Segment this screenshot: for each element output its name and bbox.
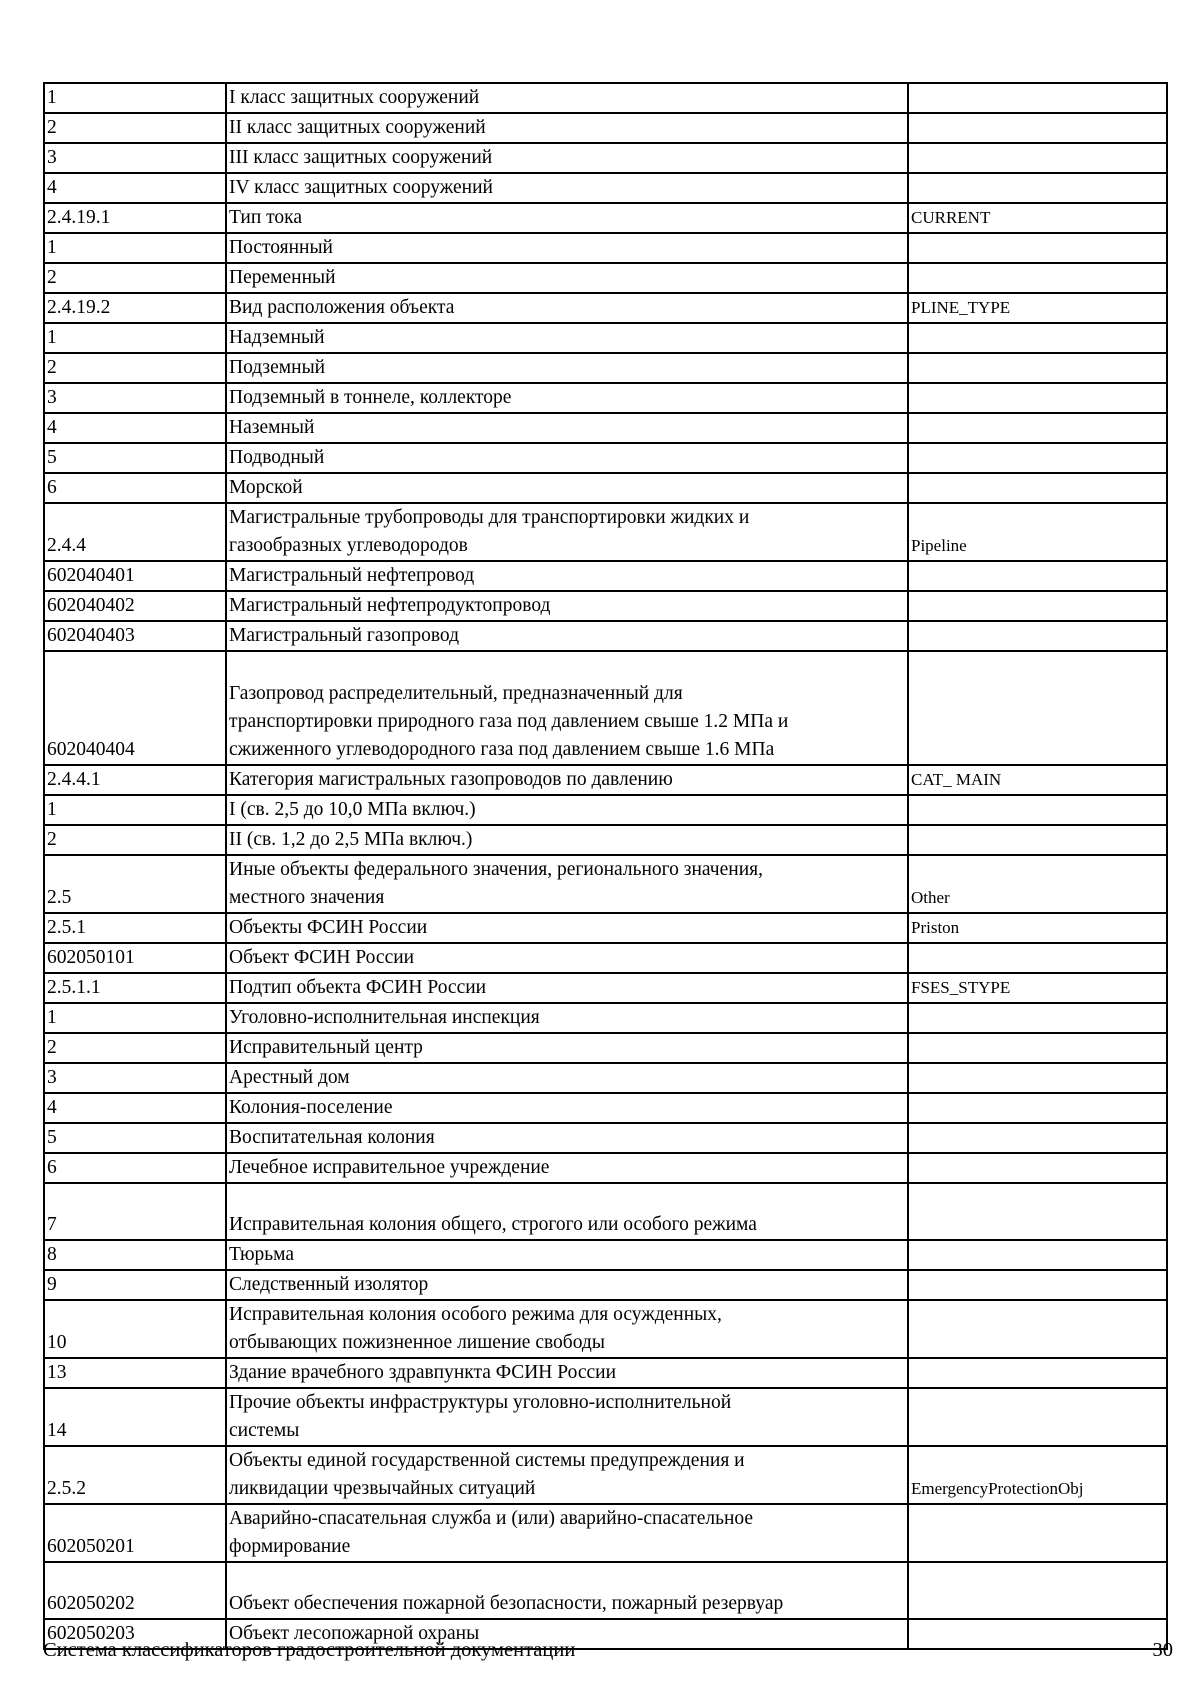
table-row — [44, 233, 1167, 263]
table-row — [44, 203, 1167, 233]
table-row — [44, 795, 1167, 825]
row-attribute-code — [908, 825, 1167, 855]
row-code: 1 — [44, 1003, 226, 1033]
table-row — [44, 173, 1167, 203]
row-name: Тюрьма — [226, 1240, 908, 1270]
row-attribute-code — [908, 263, 1167, 293]
row-name: Объект обеспечения пожарной безопасности, пожарный резервуар — [226, 1562, 908, 1619]
page-number: 30 — [1152, 1639, 1173, 1661]
row-name: Подземный в тоннеле, коллекторе — [226, 383, 908, 413]
row-name: Следственный изолятор — [226, 1270, 908, 1300]
table-row — [44, 263, 1167, 293]
row-attribute-code — [908, 143, 1167, 173]
row-attribute-code: EmergencyProtectionObj — [908, 1446, 1167, 1504]
row-attribute-code: CAT_ MAIN — [908, 765, 1167, 795]
row-code: 2.5.1.1 — [44, 973, 226, 1003]
table-row — [44, 1153, 1167, 1183]
table-row — [44, 1033, 1167, 1063]
row-code: 602040403 — [44, 621, 226, 651]
row-attribute-code — [908, 83, 1167, 113]
row-name: Категория магистральных газопроводов по давлению — [226, 765, 908, 795]
row-name: Магистральный нефтепровод — [226, 561, 908, 591]
table-row — [44, 765, 1167, 795]
row-attribute-code — [908, 473, 1167, 503]
row-attribute-code: FSES_STYPE — [908, 973, 1167, 1003]
row-code: 3 — [44, 383, 226, 413]
row-code: 4 — [44, 173, 226, 203]
row-name: Исправительная колония общего, строгого или особого режима — [226, 1183, 908, 1240]
row-code: 602050201 — [44, 1504, 226, 1562]
table-row — [44, 1003, 1167, 1033]
table-row — [44, 143, 1167, 173]
row-attribute-code: Other — [908, 855, 1167, 913]
table-row — [44, 1562, 1167, 1619]
row-code: 7 — [44, 1183, 226, 1240]
row-code: 2.4.4 — [44, 503, 226, 561]
table-row — [44, 443, 1167, 473]
row-code: 5 — [44, 1123, 226, 1153]
row-code: 2 — [44, 1033, 226, 1063]
row-attribute-code — [908, 1003, 1167, 1033]
table-row — [44, 353, 1167, 383]
table-row — [44, 83, 1167, 113]
row-code: 2 — [44, 825, 226, 855]
row-code: 3 — [44, 143, 226, 173]
table-row — [44, 323, 1167, 353]
row-code: 2.5.1 — [44, 913, 226, 943]
row-name: I (св. 2,5 до 10,0 МПа включ.) — [226, 795, 908, 825]
table-row — [44, 1358, 1167, 1388]
table-row — [44, 1063, 1167, 1093]
row-attribute-code — [908, 561, 1167, 591]
row-name: Объекты единой государственной системы предупреждения и ликвидации чрезвычайных ситуаций — [226, 1446, 908, 1504]
row-attribute-code — [908, 1562, 1167, 1619]
row-attribute-code — [908, 173, 1167, 203]
row-code: 602040401 — [44, 561, 226, 591]
table-row — [44, 503, 1167, 561]
row-name: Надземный — [226, 323, 908, 353]
row-name: I класс защитных сооружений — [226, 83, 908, 113]
row-attribute-code — [908, 1093, 1167, 1123]
table-row — [44, 913, 1167, 943]
row-code: 1 — [44, 795, 226, 825]
row-code: 602050101 — [44, 943, 226, 973]
row-attribute-code — [908, 943, 1167, 973]
row-attribute-code — [908, 353, 1167, 383]
table-row — [44, 973, 1167, 1003]
row-attribute-code — [908, 1183, 1167, 1240]
row-code: 2.4.19.1 — [44, 203, 226, 233]
row-code: 10 — [44, 1300, 226, 1358]
row-name: Подводный — [226, 443, 908, 473]
table-row — [44, 943, 1167, 973]
table-row — [44, 591, 1167, 621]
row-name: Объекты ФСИН России — [226, 913, 908, 943]
row-attribute-code — [908, 383, 1167, 413]
row-name: Постоянный — [226, 233, 908, 263]
row-name: II класс защитных сооружений — [226, 113, 908, 143]
row-code: 602050203 — [44, 1619, 226, 1649]
table-row — [44, 113, 1167, 143]
row-attribute-code — [908, 413, 1167, 443]
row-name: III класс защитных сооружений — [226, 143, 908, 173]
row-code: 6 — [44, 473, 226, 503]
row-name: Здание врачебного здравпункта ФСИН России — [226, 1358, 908, 1388]
row-attribute-code — [908, 323, 1167, 353]
table-row — [44, 561, 1167, 591]
table-row — [44, 383, 1167, 413]
row-name: Исправительная колония особого режима для осужденных, отбывающих пожизненное лишение свободы — [226, 1300, 908, 1358]
row-attribute-code — [908, 443, 1167, 473]
row-code: 2.5 — [44, 855, 226, 913]
row-code: 602040404 — [44, 651, 226, 765]
row-name: Тип тока — [226, 203, 908, 233]
row-name: II (св. 1,2 до 2,5 МПа включ.) — [226, 825, 908, 855]
row-attribute-code: PLINE_TYPE — [908, 293, 1167, 323]
row-name: Вид расположения объекта — [226, 293, 908, 323]
row-code: 1 — [44, 233, 226, 263]
table-row — [44, 1446, 1167, 1504]
row-attribute-code — [908, 113, 1167, 143]
table-row — [44, 1388, 1167, 1446]
row-name: Исправительный центр — [226, 1033, 908, 1063]
row-name: Газопровод распределительный, предназначенный для транспортировки природного газа под давлением свыше 1.2 МПа и сжиженного углеводородного газа под давлением свыше 1.6 МПа — [226, 651, 908, 765]
row-attribute-code: CURRENT — [908, 203, 1167, 233]
row-attribute-code — [908, 1240, 1167, 1270]
row-attribute-code — [908, 1063, 1167, 1093]
row-name: Подтип объекта ФСИН России — [226, 973, 908, 1003]
row-code: 9 — [44, 1270, 226, 1300]
row-code: 4 — [44, 413, 226, 443]
row-name: Объект ФСИН России — [226, 943, 908, 973]
row-attribute-code — [908, 1358, 1167, 1388]
row-name: Объект лесопожарной охраны — [226, 1619, 908, 1649]
row-attribute-code — [908, 591, 1167, 621]
table-row — [44, 1300, 1167, 1358]
row-code: 5 — [44, 443, 226, 473]
row-name: Арестный дом — [226, 1063, 908, 1093]
row-attribute-code — [908, 621, 1167, 651]
row-code: 1 — [44, 323, 226, 353]
row-name: Воспитательная колония — [226, 1123, 908, 1153]
row-code: 2 — [44, 353, 226, 383]
classifier-table-body — [44, 83, 1167, 1649]
row-code: 8 — [44, 1240, 226, 1270]
row-name: Морской — [226, 473, 908, 503]
row-attribute-code — [908, 233, 1167, 263]
row-code: 2.4.4.1 — [44, 765, 226, 795]
row-code: 2.5.2 — [44, 1446, 226, 1504]
table-row — [44, 855, 1167, 913]
row-code: 2 — [44, 263, 226, 293]
row-name: Прочие объекты инфраструктуры уголовно-исполнительной системы — [226, 1388, 908, 1446]
row-attribute-code — [908, 795, 1167, 825]
row-name: Магистральные трубопроводы для транспортировки жидких и газообразных углеводородов — [226, 503, 908, 561]
row-name: IV класс защитных сооружений — [226, 173, 908, 203]
row-code: 602050202 — [44, 1562, 226, 1619]
row-name: Магистральный нефтепродуктопровод — [226, 591, 908, 621]
table-row — [44, 1093, 1167, 1123]
row-code: 2.4.19.2 — [44, 293, 226, 323]
row-name: Магистральный газопровод — [226, 621, 908, 651]
row-name: Аварийно-спасательная служба и (или) аварийно-спасательное формирование — [226, 1504, 908, 1562]
row-attribute-code — [908, 1033, 1167, 1063]
table-row — [44, 651, 1167, 765]
table-row — [44, 1183, 1167, 1240]
row-code: 1 — [44, 83, 226, 113]
row-attribute-code — [908, 1270, 1167, 1300]
row-attribute-code — [908, 1504, 1167, 1562]
row-attribute-code — [908, 651, 1167, 765]
table-row — [44, 1270, 1167, 1300]
row-code: 6 — [44, 1153, 226, 1183]
row-name: Подземный — [226, 353, 908, 383]
row-code: 602040402 — [44, 591, 226, 621]
row-code: 13 — [44, 1358, 226, 1388]
row-code: 3 — [44, 1063, 226, 1093]
classifier-table — [43, 82, 1168, 1650]
table-row — [44, 1123, 1167, 1153]
row-name: Переменный — [226, 263, 908, 293]
row-attribute-code: Pipeline — [908, 503, 1167, 561]
row-attribute-code — [908, 1300, 1167, 1358]
row-attribute-code — [908, 1388, 1167, 1446]
row-name: Иные объекты федерального значения, регионального значения, местного значения — [226, 855, 908, 913]
row-name: Уголовно-исполнительная инспекция — [226, 1003, 908, 1033]
row-code: 14 — [44, 1388, 226, 1446]
table-row — [44, 825, 1167, 855]
row-attribute-code — [908, 1123, 1167, 1153]
table-row — [44, 1504, 1167, 1562]
row-name: Наземный — [226, 413, 908, 443]
row-attribute-code: Priston — [908, 913, 1167, 943]
table-row — [44, 473, 1167, 503]
row-code: 2 — [44, 113, 226, 143]
table-row — [44, 413, 1167, 443]
row-name: Лечебное исправительное учреждение — [226, 1153, 908, 1183]
row-attribute-code — [908, 1153, 1167, 1183]
table-row — [44, 293, 1167, 323]
row-code: 4 — [44, 1093, 226, 1123]
row-name: Колония-поселение — [226, 1093, 908, 1123]
row-attribute-code — [908, 1619, 1167, 1649]
table-row — [44, 1240, 1167, 1270]
table-row — [44, 621, 1167, 651]
footer-title: Система классификаторов градостроительной документации — [43, 1639, 576, 1661]
